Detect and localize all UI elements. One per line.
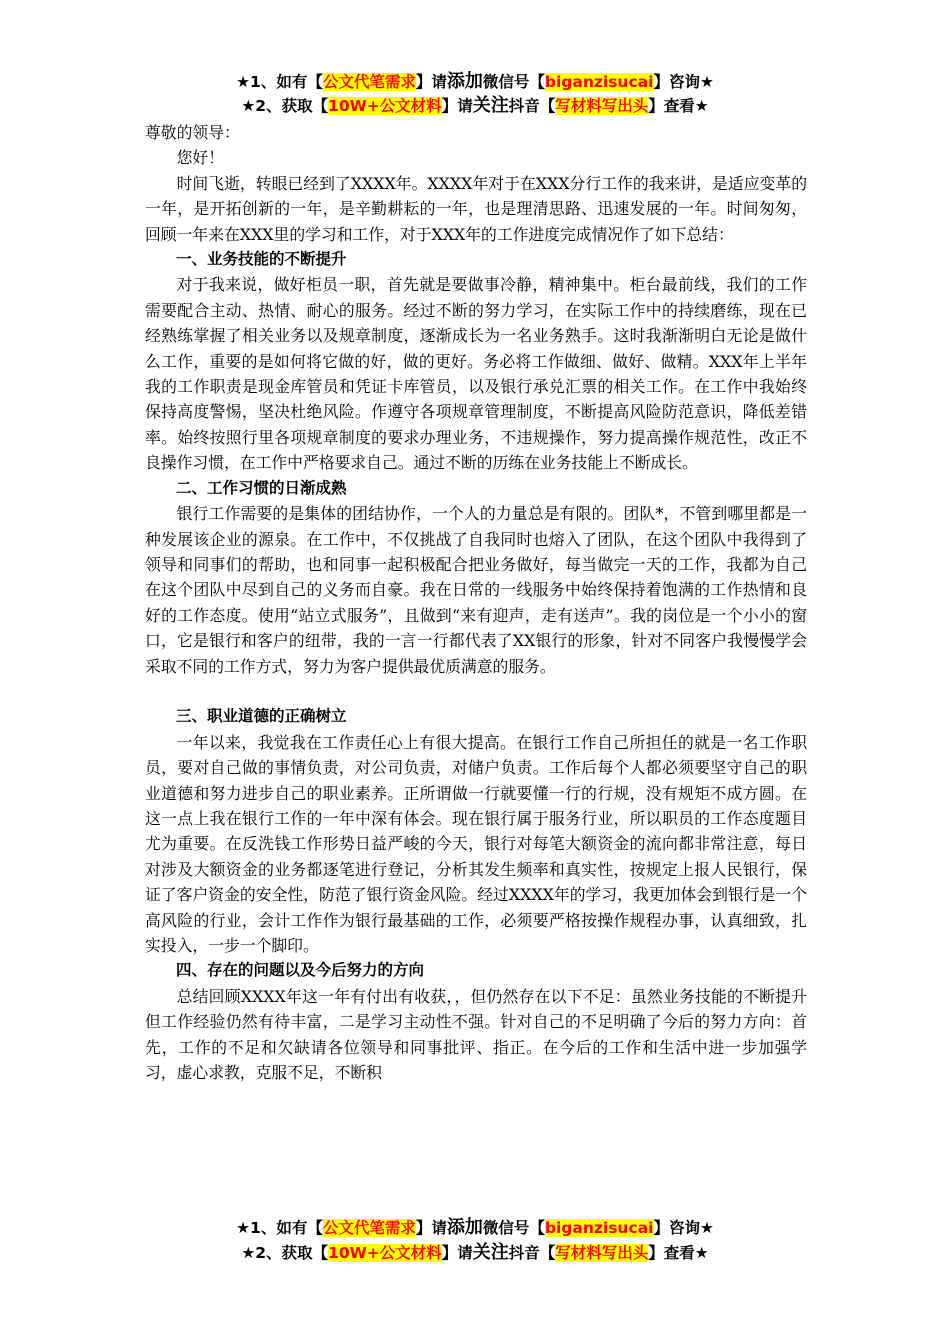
banner-emphasis: 关注 [472, 1242, 509, 1263]
section-paragraph: 对于我来说，做好柜员一职，首先就是要做事冷静，精神集中。柜台最前线，我们的工作需要配合主动、热情、耐心的服务。经过不断的努力学习，在实际工作中的持续磨练，现在已经熟练掌握了相关业务以及规章制度，逐渐成长为一名业务熟手。这时我渐渐明白无论是做什么工作，重要的是如何将它做的好，做的更好。务必将工作做细、做好、做精。XXX年上半年我的工作职责是现金库管员和凭证卡库管员，以及银行承兑汇票的相关工作。在工作中我始终保持高度警惕，坚决杜绝风险。作遵守各项规章管理制度，不断提高风险防范意识，降低差错率。始终按照行里各项规章制度的要求办理业务，不违规操作，努力提高操作规范性，改正不良操作习惯，在工作中严格要求自己。通过不断的历练在业务技能上不断成长。 [145, 275, 807, 473]
banner-text: 】请 [415, 73, 447, 91]
banner-text: 】请 [415, 1219, 447, 1237]
banner-text: 】查看★ [648, 1244, 709, 1262]
banner-highlight: 10W+公文材料 [328, 1244, 442, 1262]
banner-text: 微信号【 [482, 1219, 545, 1237]
banner-text: ★2、获取【 [241, 1244, 329, 1262]
top-banner-line-2 [0, 95, 950, 117]
banner-text: ★1、如有【 [236, 73, 323, 91]
banner-emphasis: 关注 [472, 95, 509, 116]
bottom-banner-line-1 [0, 1217, 950, 1239]
salutation: 尊敬的领导： [145, 123, 240, 142]
banner-highlight: 公文代笔需求 [322, 73, 416, 91]
banner-highlight: 公文代笔需求 [322, 1219, 416, 1237]
banner-text: 】请 [441, 97, 473, 115]
banner-highlight: 写材料写出头 [555, 1244, 649, 1262]
intro-paragraph: 时间飞逝，转眼已经到了XXXX年。XXXX年对于在XXX分行工作的我来讲，是适应变革的一年，是开拓创新的一年，是辛勤耕耘的一年，也是理清思路、迅速发展的一年。时间匆匆，回顾一年来在XXX里的学习和工作，对于XXX年的工作进度完成情况作了如下总结： [145, 173, 807, 244]
banner-text: 】请 [441, 1244, 473, 1262]
banner-text: 】咨询★ [653, 1219, 714, 1237]
banner-highlight: biganzisucai [544, 1219, 654, 1237]
banner-text: ★1、如有【 [236, 1219, 323, 1237]
banner-highlight: biganzisucai [544, 73, 654, 91]
banner-text: 】查看★ [648, 97, 709, 115]
section-heading: 一、业务技能的不断提升 [176, 250, 347, 269]
banner-emphasis: 添加 [446, 71, 483, 92]
top-banner-line-1 [0, 71, 950, 93]
banner-text: 抖音【 [508, 1244, 556, 1262]
section-heading: 三、职业道德的正确树立 [176, 707, 347, 726]
banner-highlight: 10W+公文材料 [328, 97, 442, 115]
document-body [145, 120, 807, 1085]
blank-line [145, 679, 807, 704]
banner-emphasis: 添加 [446, 1217, 483, 1238]
section-paragraph: 银行工作需要的是集体的团结协作，一个人的力量总是有限的。团队*，不管到哪里都是一种发展该企业的源泉。在工作中，不仅挑战了自我同时也熔入了团队，在这个团队中我得到了领导和同事们的帮助，也和同事一起积极配合把业务做好，每当做完一天的工作，我都为自己在这个团队中尽到自己的义务而自豪。我在日常的一线服务中始终保持着饱满的工作热情和良好的工作态度。使用“站立式服务”，且做到“来有迎声，走有送声”。我的岗位是一个小小的窗口，它是银行和客户的纽带，我的一言一行都代表了XX银行的形象，针对不同客户我慢慢学会采取不同的工作方式，努力为客户提供最优质满意的服务。 [145, 504, 807, 676]
banner-text: ★2、获取【 [241, 97, 329, 115]
section-heading: 四、存在的问题以及今后努力的方向 [176, 961, 425, 980]
section-paragraph: 总结回顾XXXX年这一年有付出有收获，，但仍然存在以下不足：虽然业务技能的不断提升但工作经验仍然有待丰富，二是学习主动性不强。针对自己的不足明确了今后的努力方向：首先，工作的不足和欠缺请各位领导和同事批评、指正。在今后的工作和生活中进一步加强学习，虚心求教，克服不足，不断积 [145, 986, 807, 1083]
greeting: 您好！ [176, 148, 224, 168]
section-heading: 二、工作习惯的日渐成熟 [176, 478, 347, 497]
banner-text: 微信号【 [482, 73, 545, 91]
banner-text: 】咨询★ [653, 73, 714, 91]
banner-text: 抖音【 [508, 97, 556, 115]
bottom-banner-line-2 [0, 1242, 950, 1264]
section-paragraph: 一年以来，我觉我在工作责任心上有很大提高。在银行工作自己所担任的就是一名工作职员，要对自己做的事情负责，对公司负责，对储户负责。工作后每个人都必须要坚守自己的职业道德和努力进步自己的职业素养。正所谓做一行就要懂一行的行规，没有规矩不成方圆。在这一点上我在银行工作的一年中深有体会。现在银行属于服务行业，所以职员的工作态度题目尤为重要。在反洗钱工作形势日益严峻的今天，银行对每笔大额资金的流向都非常注意，每日对涉及大额资金的业务都逐笔进行登记，分析其发生频率和真实性，按规定上报人民银行，保证了客户资金的安全性，防范了银行资金风险。经过XXXX年的学习，我更加体会到银行是一个高风险的行业，会计工作作为银行最基础的工作，必须要严格按操作规程办事，认真细致，扎实投入，一步一个脚印。 [145, 732, 807, 955]
banner-highlight: 写材料写出头 [555, 97, 649, 115]
